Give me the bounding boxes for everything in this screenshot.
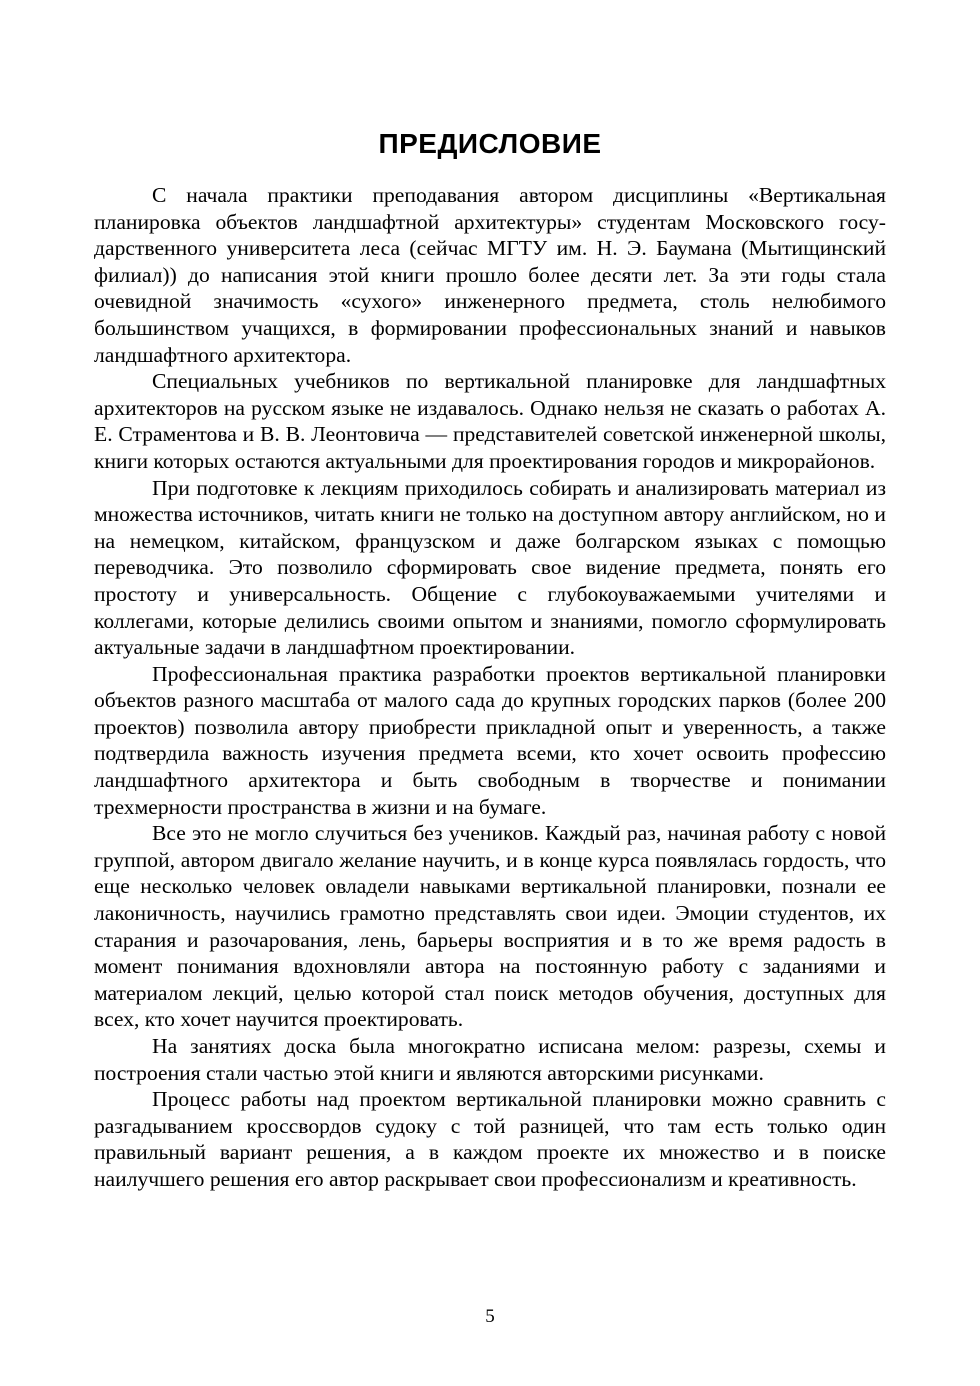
paragraph: На занятиях доска была многократно исписана мелом: разрезы, схемы и построения стали частью этой книги и являются авторскими рисунками.: [94, 1034, 886, 1085]
body-text: [94, 182, 886, 1193]
page-number: 5: [485, 1306, 495, 1327]
paragraph: Все это не могло случиться без учеников. Каждый раз, начиная работу с новой группой, автором двигало желание научить, и в конце курса появлялась гордость, что еще несколько человек овладели навыками вертикальной планировки, познали ее лаконичность, научились грамотно представлять свои идеи. Эмоции студентов, их старания и разочарования, лень, барьеры восприятия и в то же время радость в момент понимания вдохновляли автора на постоянную работу с заданиями и материалом лекций, целью которой стал поиск методов обучения, доступных для всех, кто хочет научится проектировать.: [94, 821, 886, 1032]
paragraph: При подготовке к лекциям приходилось собирать и анализировать материал из множества источников, читать книги не только на доступном автору английском, но и на немецком, китайском, французском и даже болгарском языках с помощью переводчика. Это позволило сформировать свое видение предмета, понять его простоту и универсальность. Общение с глубокоуважаемыми учителями и коллегами, которые делились своими опытом и знаниями, помогло сформулировать актуальные задачи в ландшафтном проектировании.: [94, 475, 886, 660]
paragraph: С начала практики преподавания автором дисциплины «Вертикальная планировка объектов ландшафтной архитектуры» студентам Московского государственного университета леса (сейчас МГТУ им. Н. Э. Баумана (Мытищинский филиал)) до написания этой книги прошло более десяти лет. За эти годы стала очевидной значимость «сухого» инженерного предмета, столь нелюбимого большинством учащихся, в формировании профессиональных знаний и навыков ландшафтного архитектора.: [94, 183, 886, 367]
paragraph: Процесс работы над проектом вертикальной планировки можно сравнить с разгадыванием кроссвордов судоку с той разницей, что там есть только один правильный вариант решения, а в каждом проекте их множество и в поиске наилучшего решения его автор раскрывает свои профессионализм и креативность.: [94, 1087, 886, 1191]
paragraph: Специальных учебников по вертикальной планировке для ландшафтных архитекторов на русском языке не издавалось. Однако нельзя не сказать о работах А. Е. Страментова и В. В. Леонтовича — представителей советской инженерной школы, книги которых остаются актуальными для проектирования городов и микрорайонов.: [94, 369, 886, 473]
paragraph: Профессиональная практика разработки проектов вертикальной планировки объектов разного масштаба от малого сада до крупных городских парков (более 200 проектов) позволила автору приобрести прикладной опыт и уверенность, а также подтвердила важность изучения предмета всеми, кто хочет освоить профессию ландшафтного архитектора и быть свободным в творчестве и понимании трехмерности пространства в жизни и на бумаге.: [94, 661, 886, 819]
page-title: ПРЕДИСЛОВИЕ: [378, 128, 602, 159]
